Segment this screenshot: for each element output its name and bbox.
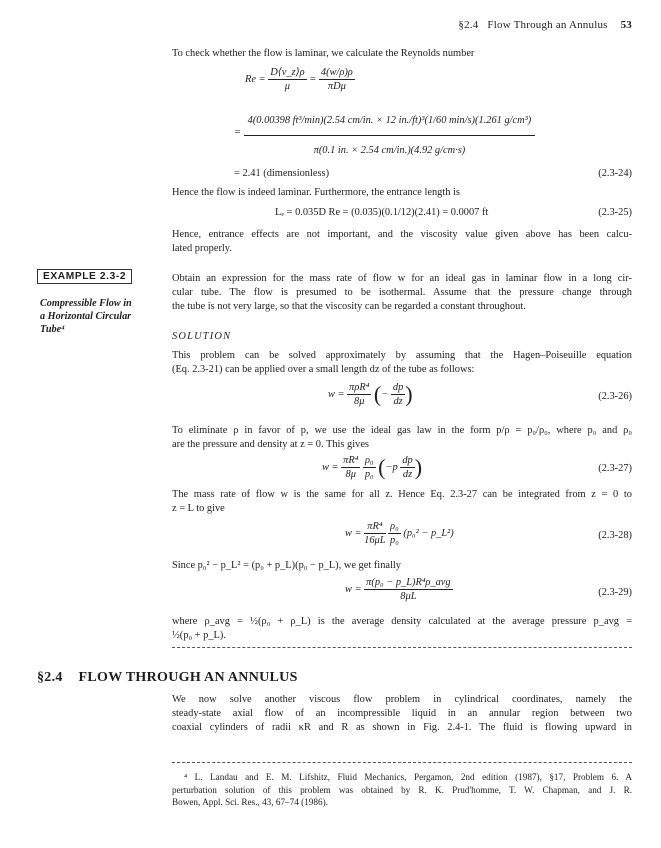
eq26-lhs: w = <box>328 389 345 400</box>
eq28-tail: (p₀² − p_L²) <box>403 528 454 539</box>
eq-number-26: (2.3-26) <box>598 391 632 402</box>
footnote-line-3: Bowen, Appl. Sci. Res., 43, 67–74 (1986). <box>172 797 328 808</box>
solution-text-1-line-1: This problem can be solved approximately by assuming that the Hagen–Poiseuille equation <box>172 350 632 361</box>
eq27-paren-den: dz <box>402 469 413 480</box>
eq26-paren-num: dp <box>392 382 404 393</box>
example-statement-line-2: cular tube. The flow is presumed to be isothermal. Assume that the pressure change through <box>172 287 632 299</box>
entrance-text-line-1: Hence, entrance effects are not important, and the viscosity value given above has been calcu- <box>172 229 632 240</box>
eq28-num: πR⁴ <box>364 520 385 534</box>
section-body-line-2: steady-state axial flow of an incompressible liquid in an annular region between two <box>172 708 632 720</box>
footnote <box>172 771 632 809</box>
eq28-lhs: w = <box>345 528 362 539</box>
section-number: §2.4 <box>37 670 63 685</box>
re-fraction-2 <box>319 66 355 93</box>
section-heading <box>37 670 298 686</box>
header-section: §2.4 <box>458 19 479 31</box>
solution-text-3 <box>172 488 632 516</box>
solution-text-3-line-1: The mass rate of flow w is the same for all z. Hence Eq. 2.3-27 can be integrated from z = 0 to <box>172 489 632 500</box>
example-caption-line-1: Compressible Flow in <box>40 298 132 309</box>
re-f1-den: μ <box>284 81 291 92</box>
eq-number-24: (2.3-24) <box>598 168 632 179</box>
eq27-paren-fraction <box>400 454 414 481</box>
footnote-rule <box>172 762 632 763</box>
solution-text-1 <box>172 349 632 377</box>
footnote-line-2: perturbation solution of this problem was obtained by R. K. Prud'homme, T. W. Chapman, and J. R. <box>172 784 632 795</box>
eq28-den: 16μL <box>364 535 386 546</box>
header-title: Flow Through an Annulus <box>487 19 608 31</box>
eq-number-28: (2.3-28) <box>598 530 632 541</box>
re-f2-num: 4(w/ρ)ρ <box>320 67 353 78</box>
eq26-num: πρR⁴ <box>349 382 370 393</box>
eq27-fraction-2 <box>363 454 376 481</box>
re-fraction-1 <box>268 66 306 93</box>
re-f1-num: D⟨v_z⟩ρ <box>270 67 305 78</box>
eq27-paren-num: dp <box>402 455 413 466</box>
reynolds-result: = 2.41 (dimensionless) <box>234 168 330 179</box>
re-numeric-den: π(0.1 in. × 2.54 cm/in.)(4.92 g/cm·s) <box>313 145 466 156</box>
re-numeric-num: 4(0.00398 ft³/min)(2.54 cm/in. × 12 in./ft)³(1/60 min/s)(1.261 g/cm³) <box>244 108 536 136</box>
eq29-num: π(p₀ − p_L)R⁴ρ_avg <box>366 577 451 588</box>
example-caption-line-3: Tube⁴ <box>40 324 65 335</box>
eq28-fraction-1 <box>364 520 385 547</box>
solution-text-2-line-1: To eliminate ρ in favor of p, we use the ideal gas law in the form p/ρ = p₀/ρ₀, where p₀ and ρ₀ <box>172 425 632 436</box>
eq27-fraction-1 <box>341 454 360 481</box>
equation-2-3-29 <box>345 576 453 603</box>
solution-text-3-line-2: z = L to give <box>172 503 225 515</box>
page-number: 53 <box>620 19 632 31</box>
solution-text-5-line-2: ½(p₀ + p_L). <box>172 630 226 642</box>
eq-number-29: (2.3-29) <box>598 587 632 598</box>
footnote-line-1: ⁴ L. Landau and E. M. Lifshitz, Fluid Mechanics, Pergamon, 2nd edition (1987), §17, Problem 6. A <box>184 772 632 782</box>
eq27-lhs: w = <box>322 462 339 473</box>
eq-number-25: (2.3-25) <box>598 207 632 218</box>
eq29-fraction <box>364 576 452 603</box>
eq27-num: πR⁴ <box>343 455 359 466</box>
solution-text-2 <box>172 424 632 452</box>
eq28-num2: ρ₀ <box>390 521 399 532</box>
eq27-den: 8μ <box>345 469 356 480</box>
laminar-text: Hence the flow is indeed laminar. Furthermore, the entrance length is <box>172 187 460 198</box>
eq-number-27: (2.3-27) <box>598 463 632 474</box>
solution-label: SOLUTION <box>172 331 232 342</box>
example-end-rule <box>172 647 632 648</box>
entrance-text-line-2: lated properly. <box>172 243 232 254</box>
example-caption <box>40 297 165 336</box>
solution-text-5 <box>172 615 632 643</box>
eq26-den: 8μ <box>354 396 365 407</box>
equation-2-3-28 <box>345 520 454 547</box>
re-numeric-fraction <box>244 108 536 157</box>
eq26-paren-fraction <box>391 381 405 408</box>
equation-2-3-26: w = $\frac{\text{πρR⁴}}{8\mu}$ (− $\frac{dp}{dz}$ ) <box>328 381 413 407</box>
eq29-lhs: w = <box>345 584 362 595</box>
reynolds-numeric: = 4(0.00398 ft³/min)(2.54 cm/in. × 12 in./ft)³(1/60 min/s)(1.261 g/cm³) π(0.1 in. × 2.54 cm/in.)(4.92 g/cm·s) <box>234 108 535 157</box>
solution-text-1-line-2: (Eq. 2.3-21) can be applied over a small length dz of the tube as follows: <box>172 364 475 376</box>
section-body-line-3: coaxial cylinders of radii κR and R as shown in Fig. 2.4-1. The fluid is flowing upward in <box>172 722 632 734</box>
section-body <box>172 693 632 736</box>
example-statement-line-1: Obtain an expression for the mass rate of flow w for an ideal gas in laminar flow in a long cir- <box>172 273 632 284</box>
eq27-den2: p₀ <box>364 469 374 480</box>
re-equals: = <box>309 73 317 85</box>
re-lhs: Re = <box>245 73 266 85</box>
eq26-fraction <box>347 381 371 408</box>
eq28-fraction-2 <box>388 520 401 547</box>
entrance-length-equation: Lₑ = 0.035D Re = (0.035)(0.1/12)(2.41) = 0.0007 ft <box>275 207 489 218</box>
equation-2-3-27: w = $\frac{\text{πR⁴}}{8\mu}$ $\frac{\text{ρ₀}}{\text{p₀}}$ (−p $\frac{dp}{dz}$ ) <box>322 454 423 480</box>
section-title: FLOW THROUGH AN ANNULUS <box>78 670 298 685</box>
reynolds-definition <box>245 66 355 93</box>
running-header <box>452 19 632 31</box>
re-f2-den: πDμ <box>327 81 346 92</box>
intro-text: To check whether the flow is laminar, we calculate the Reynolds number <box>172 48 475 59</box>
section-body-line-1: We now solve another viscous flow problem in cylindrical coordinates, namely the <box>172 694 632 705</box>
solution-text-4: Since p₀² − p_L² = (p₀ + p_L)(p₀ − p_L), we get finally <box>172 560 401 571</box>
eq28-den2: p₀ <box>390 535 399 546</box>
eq29-den: 8μL <box>400 591 417 602</box>
solution-text-2-line-2: are the pressure and density at z = 0. This gives <box>172 439 369 451</box>
example-statement <box>172 272 632 315</box>
eq26-paren-den: dz <box>393 396 403 407</box>
solution-text-5-line-1: where ρ_avg = ½(ρ₀ + ρ_L) is the average density calculated at the average pressure p_avg = <box>172 616 632 627</box>
example-label: EXAMPLE 2.3-2 <box>37 269 132 284</box>
eq27-num2: ρ₀ <box>364 455 374 466</box>
example-caption-line-2: a Horizontal Circular <box>40 311 132 322</box>
example-statement-line-3: the tube is not very large, so that the viscosity can be regarded a constant throughout. <box>172 301 526 313</box>
